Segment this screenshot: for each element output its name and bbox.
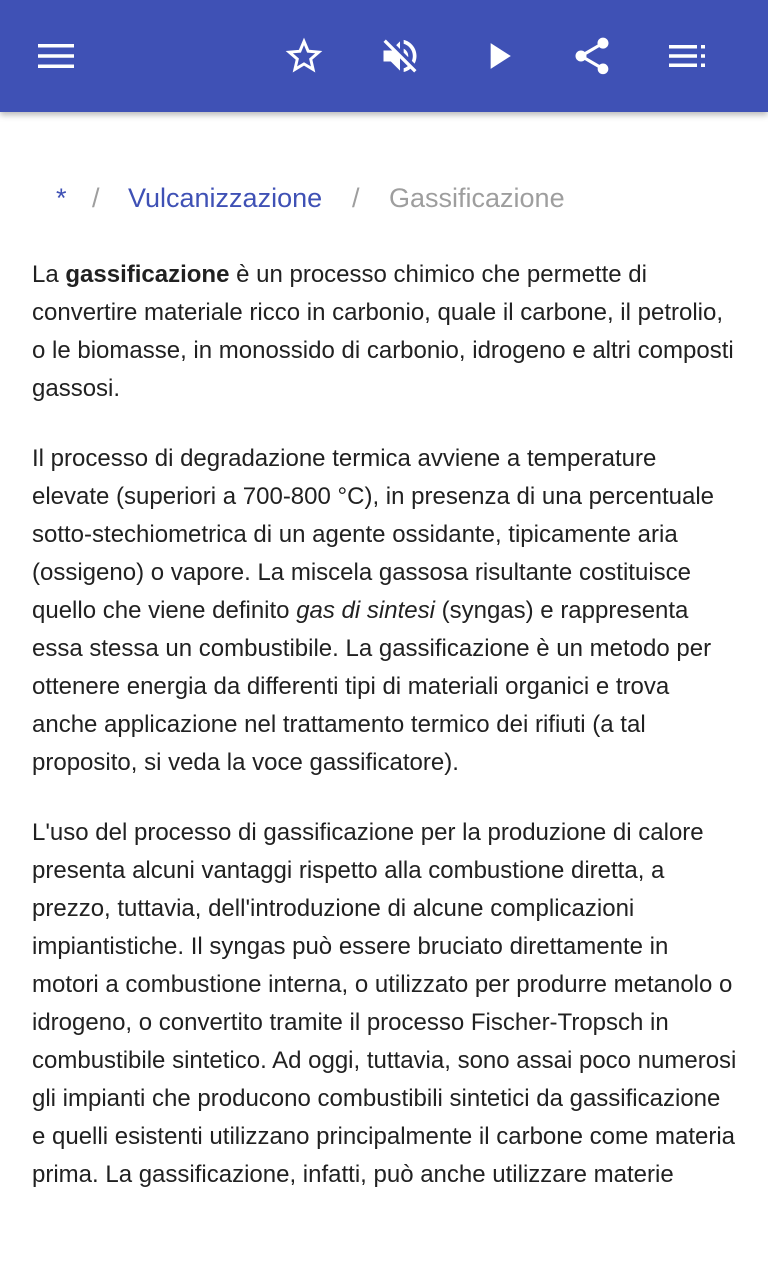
menu-icon xyxy=(36,42,76,70)
favorite-button[interactable] xyxy=(276,28,332,84)
paragraph-text: Il processo di degradazione termica avviene a temperature elevate (superiori a 700-800 °C), in presenza di una percentuale sotto-stechiometrica di un agente ossidante, tipicamente aria (ossigeno) o vapore. La miscela gassosa risultante costituisce quello che viene definito xyxy=(32,445,715,624)
mute-button[interactable] xyxy=(372,28,428,84)
article-paragraph xyxy=(32,440,740,782)
italic-term: gas di sintesi xyxy=(296,597,435,624)
breadcrumb-separator: / xyxy=(92,183,100,213)
article-paragraph: L'uso del processo di gassificazione per la produzione di calore presenta alcuni vantaggi rispetto alla combustione diretta, a prezzo, tuttavia, dell'introduzione di alcune complicazioni impiantistiche. Il syngas può essere bruciato direttamente in motori a combustione interna, o utilizzato per produrre metanolo o idrogeno, o convertito tramite il processo Fischer-Tropsch in combustibile sintetico. Ad oggi, tuttavia, sono assai poco numerosi gli impianti che producono combustibili sintetici da gassificazione e quelli esistenti utilizzano principalmente il carbone come materia prima. La gassificazione, infatti, può anche utilizzare materie xyxy=(32,819,737,1188)
app-bar xyxy=(0,0,768,112)
volume-off-icon xyxy=(378,34,422,78)
breadcrumb-parent-link[interactable]: Vulcanizzazione xyxy=(128,183,323,213)
article-paragraph xyxy=(32,256,740,408)
share-icon xyxy=(570,34,614,78)
star-outline-icon xyxy=(282,34,326,78)
breadcrumb-home-link[interactable]: * xyxy=(56,183,67,213)
article-body xyxy=(32,256,740,1226)
breadcrumb-current: Gassificazione xyxy=(389,183,565,213)
playlist-button[interactable] xyxy=(660,28,716,84)
menu-button[interactable] xyxy=(28,28,84,84)
paragraph-text: è un processo chimico che permette di convertire materiale ricco in carbonio, quale il carbone, il petrolio, o le biomasse, in monossido di carbonio, idrogeno e altri composti gassosi. xyxy=(32,261,734,402)
play-icon xyxy=(476,34,520,78)
play-button[interactable] xyxy=(470,28,526,84)
breadcrumb-separator: / xyxy=(352,183,360,213)
paragraph-text: La xyxy=(32,261,66,288)
paragraph-text: (syngas) e rappresenta essa stessa un combustibile. La gassificazione è un metodo per ottenere energia da differenti tipi di materiali organici e trova anche applicazione nel trattamento termico dei rifiuti (a tal proposito, si veda la voce gassificatore). xyxy=(32,597,712,776)
playlist-icon xyxy=(668,42,708,70)
share-button[interactable] xyxy=(564,28,620,84)
breadcrumb xyxy=(0,176,768,220)
bold-term: gassificazione xyxy=(65,261,230,288)
